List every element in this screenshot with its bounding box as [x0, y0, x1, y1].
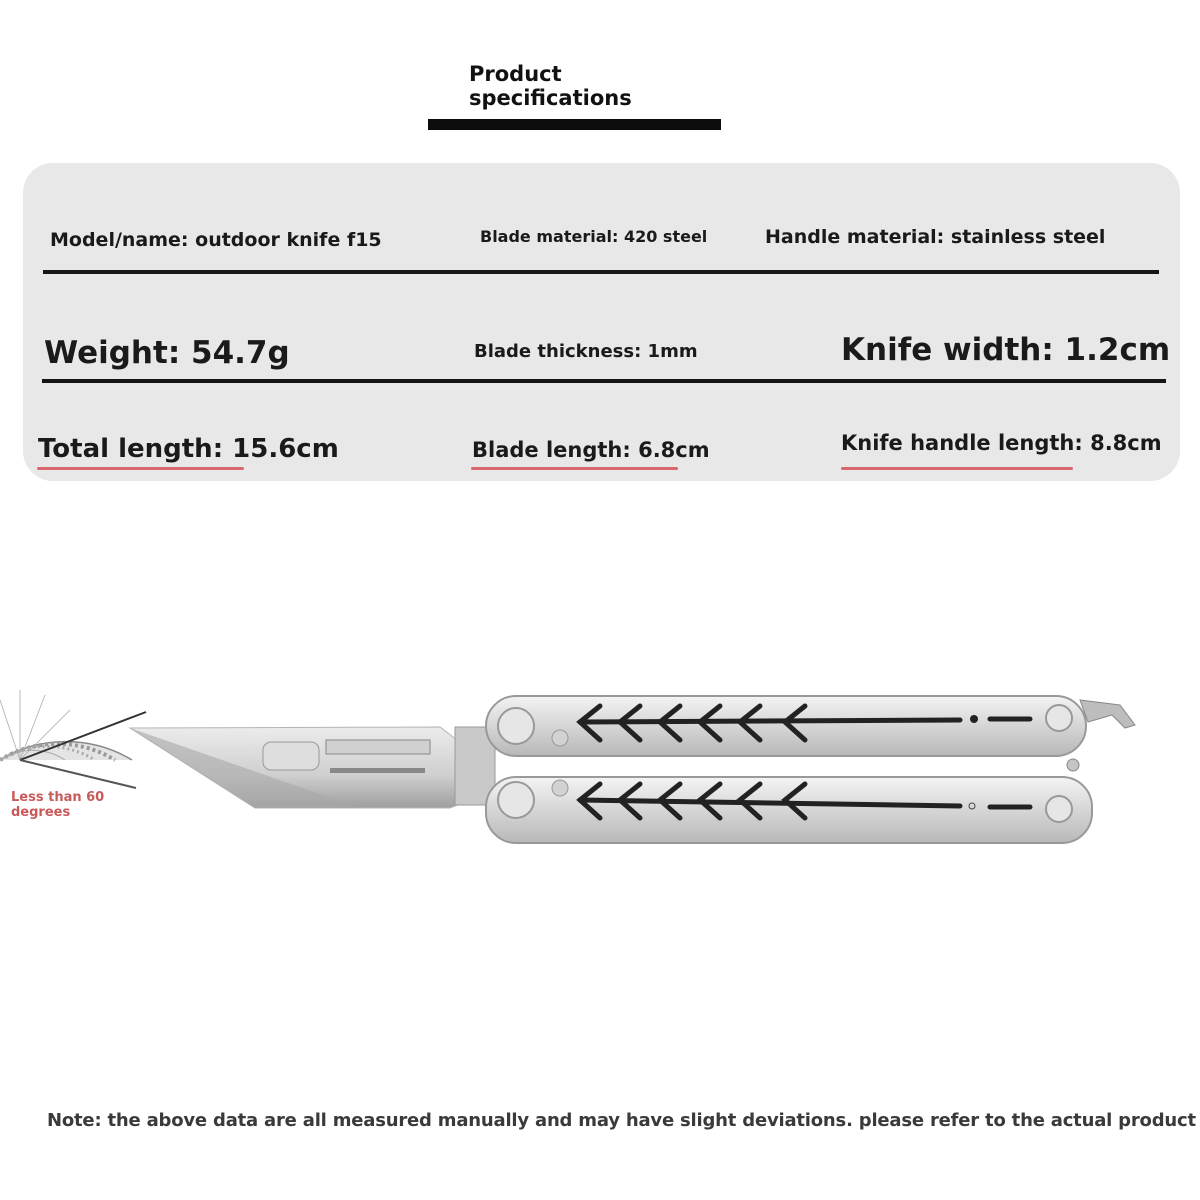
spec-blade-length: Blade length: 6.8cm [472, 438, 710, 462]
spec-blade-thickness: Blade thickness: 1mm [474, 341, 698, 362]
spec-handle-material: Handle material: stainless steel [765, 226, 1106, 248]
title-line-2: specifications [469, 86, 632, 110]
spec-weight: Weight: 54.7g [44, 335, 290, 371]
upper-handle [486, 696, 1135, 756]
row-divider-1 [43, 270, 1159, 274]
disclaimer-note: Note: the above data are all measured manually and may have slight deviations. please refer to the actual product [47, 1110, 1196, 1131]
spec-model: Model/name: outdoor knife f15 [50, 229, 382, 251]
knife-illustration [100, 690, 1150, 860]
blade-length-underline [471, 467, 678, 470]
lower-handle [486, 759, 1092, 843]
spec-handle-length: Knife handle length: 8.8cm [841, 431, 1162, 455]
title-line-1: Product [469, 62, 562, 86]
page-title [469, 62, 632, 110]
title-underline-bar [428, 119, 721, 130]
row-divider-2 [42, 379, 1166, 383]
handle-length-underline [841, 467, 1073, 470]
spec-knife-width: Knife width: 1.2cm [841, 332, 1171, 368]
total-length-underline [37, 467, 244, 470]
spec-blade-material: Blade material: 420 steel [480, 227, 708, 246]
angle-annotation: Less than 60 degrees [11, 790, 105, 820]
spec-total-length: Total length: 15.6cm [38, 434, 339, 464]
